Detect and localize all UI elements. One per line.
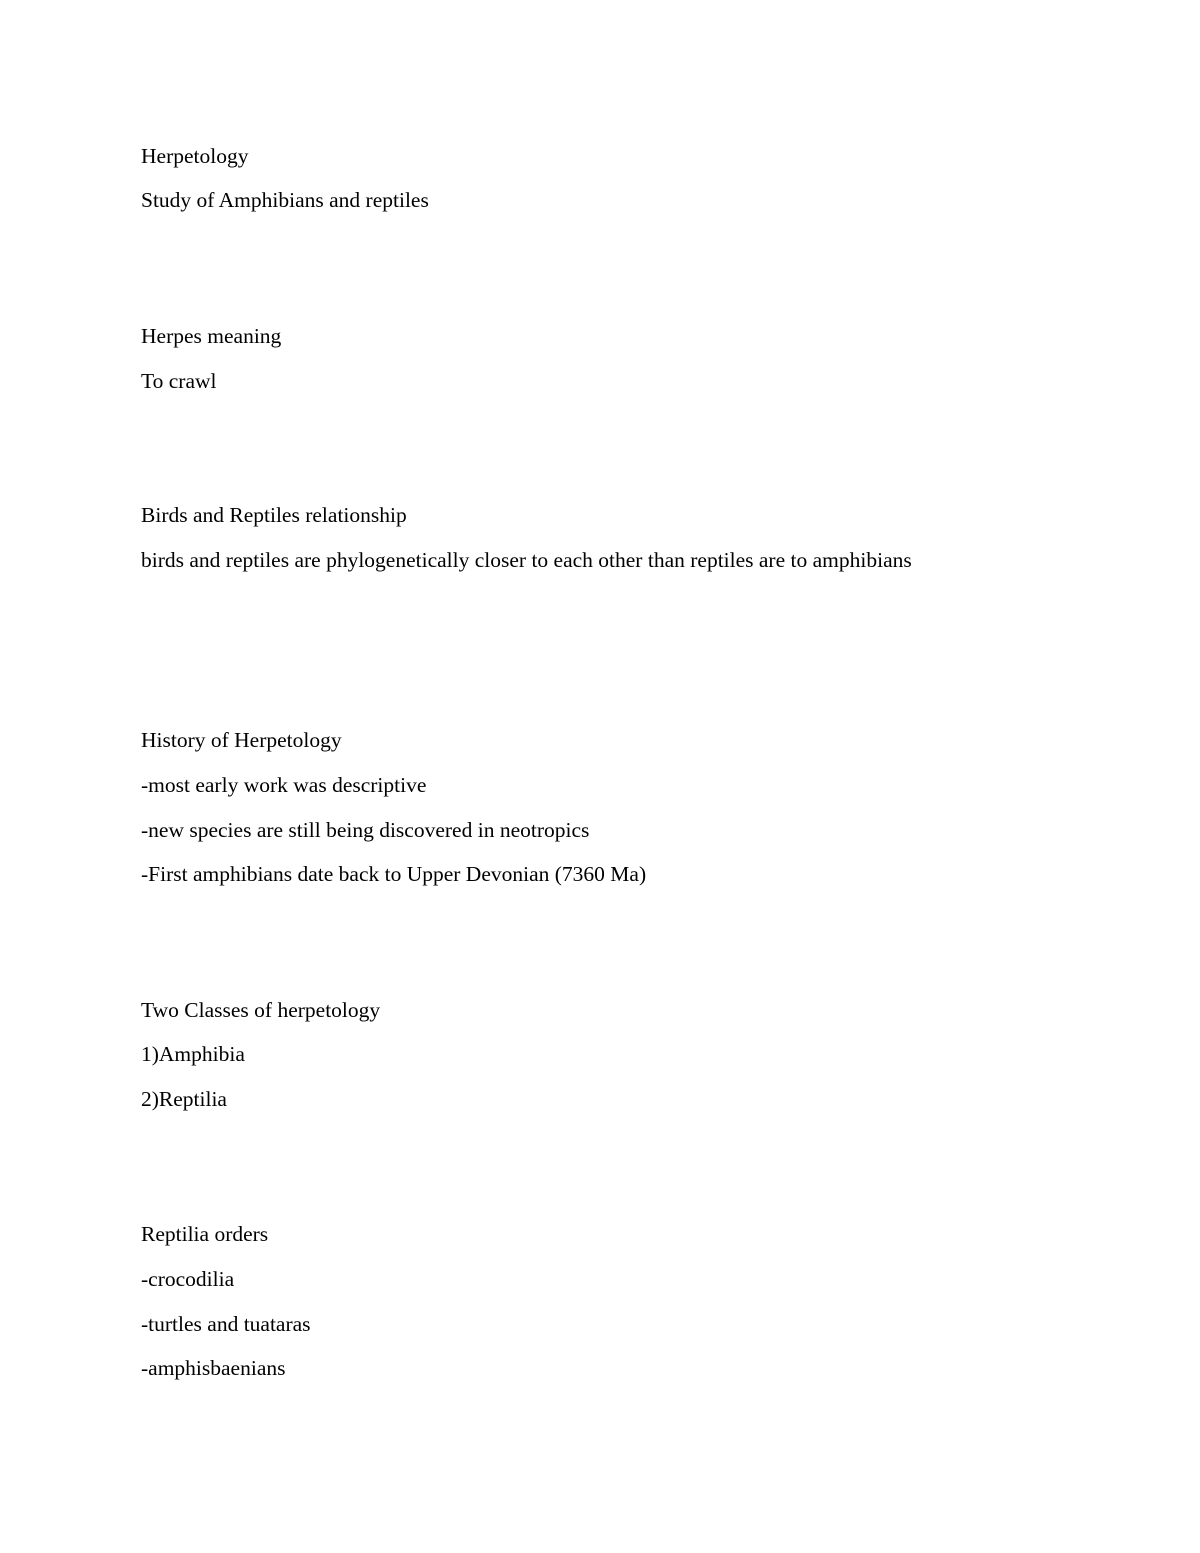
section-line: -amphisbaenians [141, 1356, 286, 1380]
section-line: 1)Amphibia [141, 1042, 245, 1066]
section-line: Study of Amphibians and reptiles [141, 188, 429, 212]
section-heading-birds-reptiles: Birds and Reptiles relationship [141, 503, 407, 527]
section-heading-two-classes: Two Classes of herpetology [141, 998, 381, 1022]
section-heading-herpes-meaning: Herpes meaning [141, 324, 282, 348]
section-line: -turtles and tuataras [141, 1312, 311, 1336]
section-line: -new species are still being discovered in neotropics [141, 818, 590, 842]
section-line: -most early work was descriptive [141, 773, 427, 797]
section-line: birds and reptiles are phylogenetically closer to each other than reptiles are to amphibians [141, 548, 912, 572]
section-line: To crawl [141, 369, 217, 393]
section-heading-reptilia-orders: Reptilia orders [141, 1222, 269, 1246]
section-line: 2)Reptilia [141, 1087, 227, 1111]
section-heading-herpetology: Herpetology [141, 144, 249, 168]
section-line: -First amphibians date back to Upper Devonian (7360 Ma) [141, 862, 647, 886]
section-heading-history: History of Herpetology [141, 728, 342, 752]
section-line: -crocodilia [141, 1267, 235, 1291]
